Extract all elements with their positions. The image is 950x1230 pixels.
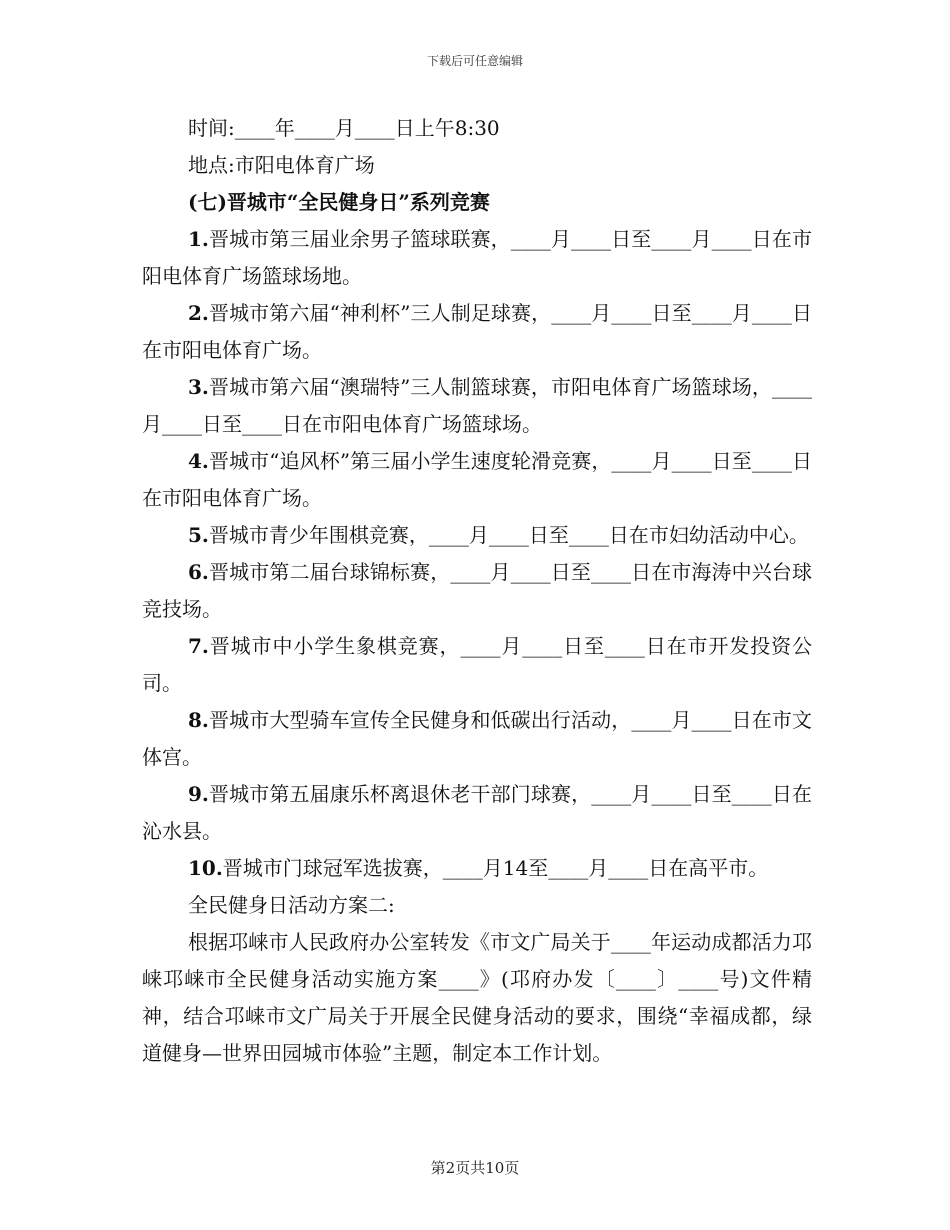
item-number: 5. bbox=[188, 523, 209, 547]
item-text: 晋城市“追风杯”第三届小学生速度轮滑竞赛，____月____日至____日在市阳电体育广场。 bbox=[142, 449, 812, 510]
item-number: 7. bbox=[188, 634, 209, 658]
item-text: 晋城市门球冠军选拔赛，____月14至____月____日在高平市。 bbox=[222, 856, 769, 880]
page-header: 下载后可任意编辑 bbox=[426, 54, 523, 68]
item-text: 晋城市第三届业余男子篮球联赛，____月____日至____月____日在市阳电体育广场篮球场地。 bbox=[142, 227, 812, 288]
item-text: 晋城市大型骑车宣传全民健身和低碳出行活动，____月____日在市文体宫。 bbox=[142, 708, 812, 769]
list-item bbox=[142, 369, 812, 443]
list-item bbox=[142, 554, 812, 628]
item-number: 10. bbox=[188, 856, 223, 880]
list-item bbox=[142, 850, 812, 887]
time-line: 时间:____年____月____日上午8:30 bbox=[188, 116, 500, 140]
location-line: 地点:市阳电体育广场 bbox=[188, 153, 375, 177]
item-number: 1. bbox=[188, 227, 209, 251]
list-item bbox=[142, 776, 812, 850]
item-number: 2. bbox=[188, 301, 209, 325]
list-item bbox=[142, 443, 812, 517]
plan-two-title: 全民健身日活动方案二: bbox=[188, 893, 395, 917]
page-footer: 第2页共10页 bbox=[430, 1159, 520, 1177]
list-item bbox=[142, 295, 812, 369]
item-number: 4. bbox=[188, 449, 209, 473]
plan-two-body: 根据邛崃市人民政府办公室转发《市文广局关于____年运动成都活力邛崃邛崃市全民健身活动实施方案____》(邛府办发〔____〕____号)文件精神，结合邛崃市文广局关于开展全民健身活动的要求，围绕“幸福成都，绿道健身—世界田园城市体验”主题，制定本工作计划。 bbox=[142, 930, 812, 1065]
item-text: 晋城市第五届康乐杯离退休老干部门球赛，____月____日至____日在沁水县。 bbox=[142, 782, 812, 843]
document-body bbox=[142, 110, 812, 1072]
item-text: 晋城市第六届“澳瑞特”三人制篮球赛，市阳电体育广场篮球场，____月____日至____日在市阳电体育广场篮球场。 bbox=[142, 375, 812, 436]
item-number: 6. bbox=[188, 560, 209, 584]
item-text: 晋城市青少年围棋竞赛，____月____日至____日在市妇幼活动中心。 bbox=[208, 523, 809, 547]
item-number: 8. bbox=[188, 708, 209, 732]
list-item bbox=[142, 221, 812, 295]
item-number: 9. bbox=[188, 782, 209, 806]
item-text: 晋城市中小学生象棋竞赛，____月____日至____日在市开发投资公司。 bbox=[142, 634, 812, 695]
section-heading: (七)晋城市“全民健身日”系列竞赛 bbox=[188, 190, 490, 214]
list-item bbox=[142, 517, 812, 554]
list-item bbox=[142, 628, 812, 702]
item-number: 3. bbox=[188, 375, 209, 399]
list-item bbox=[142, 702, 812, 776]
item-text: 晋城市第六届“神利杯”三人制足球赛，____月____日至____月____日在市阳电体育广场。 bbox=[142, 301, 812, 362]
item-text: 晋城市第二届台球锦标赛，____月____日至____日在市海涛中兴台球竞技场。 bbox=[142, 560, 812, 621]
